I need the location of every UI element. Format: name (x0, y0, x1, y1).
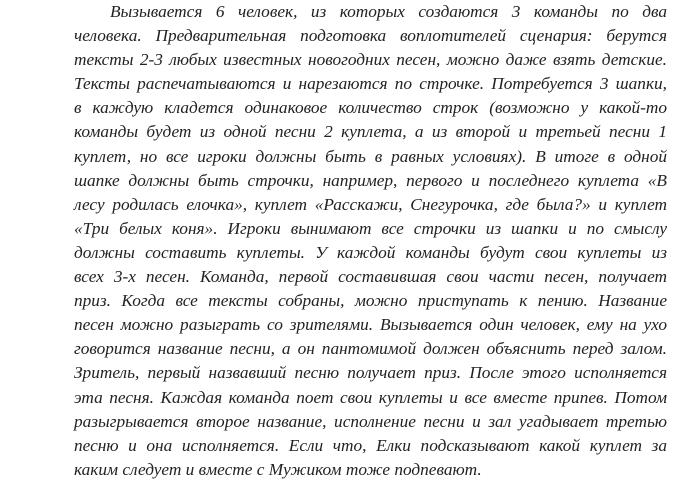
document-paragraph (74, 0, 667, 482)
paragraph-line: Зритель, первый назвавший песню получает приз. После этого исполняется (74, 363, 667, 383)
paragraph-line: разыгрывается второе название, исполнение песни и зал угадывает третью (74, 411, 667, 431)
paragraph-line: шапке должны быть строчки, например, первого и последнего куплета «В (74, 170, 667, 190)
paragraph-line: приз. Когда все тексты собраны, можно приступать к пению. Название (74, 291, 667, 311)
paragraph-line: говорится название песни, а он пантомимой должен объяснить перед залом. (74, 339, 667, 359)
paragraph-line: тексты 2-3 любых известных новогодних песен, можно даже взять детские. (74, 50, 667, 70)
paragraph-line: песен можно разыграть со зрителями. Вызывается один человек, ему на ухо (74, 315, 667, 335)
paragraph-line: «Три белых коня». Игроки вынимают все строчки из шапки и по смыслу (74, 218, 667, 238)
paragraph-line: Тексты распечатываются и нарезаются по строчке. Потребуется 3 шапки, (74, 74, 667, 94)
paragraph-line: всех 3-х песен. Команда, первой составившая свои части песен, получает (74, 267, 667, 287)
paragraph-line: человека. Предварительная подготовка воплотителей сценария: берутся (74, 26, 667, 46)
paragraph-line: песню и она исполняется. Если что, Елки подсказывают какой куплет за (74, 435, 667, 455)
paragraph-line: в каждую кладется одинаковое количество строк (возможно у какой-то (74, 98, 667, 118)
paragraph-line: команды будет из одной песни 2 куплета, а из второй и третьей песни 1 (74, 122, 667, 142)
paragraph-line: Вызывается 6 человек, из которых создаются 3 команды по два (110, 2, 667, 21)
paragraph-line: каким следует и вместе с Мужиком тоже подпевают. (74, 459, 482, 479)
paragraph-line: куплет, но все игроки должны быть в равных условиях). В итоге в одной (74, 146, 667, 166)
paragraph-line: лесу родилась елочка», куплет «Расскажи, Снегурочка, где была?» и куплет (74, 194, 667, 214)
paragraph-line: должны составить куплеты. У каждой команды будут свои куплеты из (74, 242, 667, 262)
paragraph-line: эта песня. Каждая команда поет свои куплеты и все вместе припев. Потом (74, 387, 667, 407)
